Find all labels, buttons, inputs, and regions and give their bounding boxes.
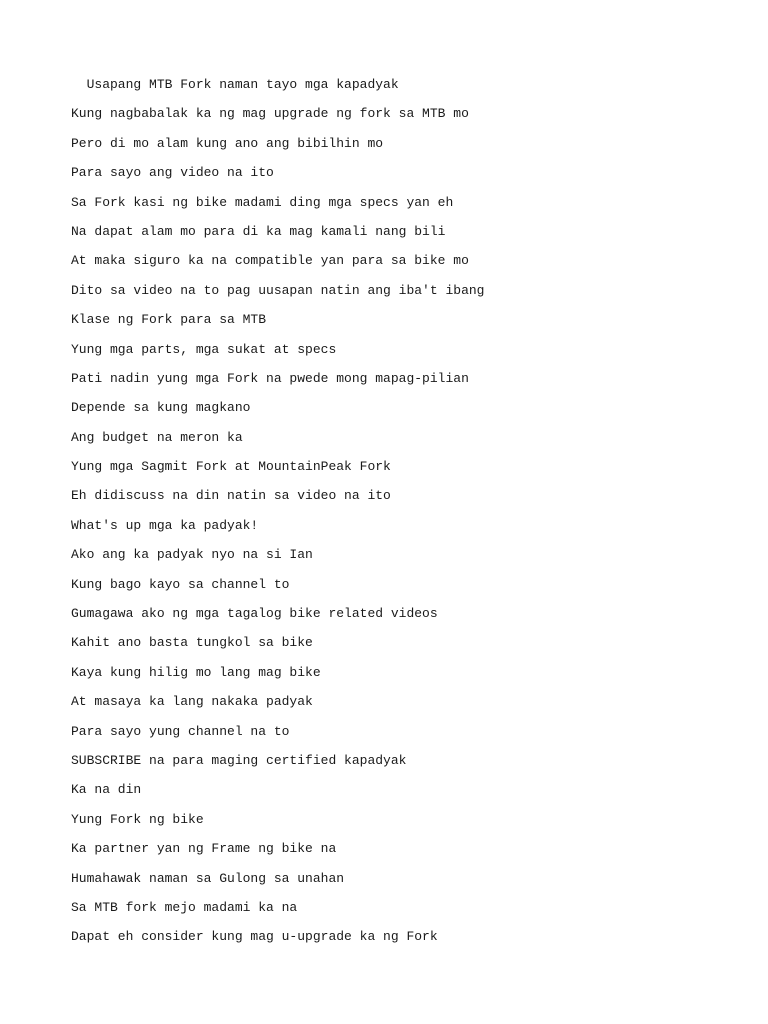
text-line: Para sayo yung channel na to [71,723,290,739]
text-line: Na dapat alam mo para di ka mag kamali nang bili [71,223,446,239]
text-line: Yung mga Sagmit Fork at MountainPeak Fork [71,459,391,475]
text-line: What's up mga ka padyak! [71,517,259,533]
text-line: At masaya ka lang nakaka padyak [71,694,313,710]
transcript-text [71,70,484,952]
text-line: At maka siguro ka na compatible yan para sa bike mo [71,253,469,269]
text-line: Ang budget na meron ka [71,429,243,445]
text-line: Dapat eh consider kung mag u-upgrade ka ng Fork [71,929,438,945]
text-line: Yung Fork ng bike [71,811,204,827]
text-line: Kahit ano basta tungkol sa bike [71,635,313,651]
text-line: Kaya kung hilig mo lang mag bike [71,664,321,680]
text-line: Usapang MTB Fork naman tayo mga kapadyak [71,77,399,92]
text-line: Dito sa video na to pag uusapan natin ang iba't ibang [71,282,485,298]
text-line: Gumagawa ako ng mga tagalog bike related videos [71,606,438,622]
text-line: Yung mga parts, mga sukat at specs [71,341,337,357]
text-line: Eh didiscuss na din natin sa video na ito [71,488,391,504]
text-line: Pero di mo alam kung ano ang bibilhin mo [71,135,384,151]
text-line: Humahawak naman sa Gulong sa unahan [71,870,345,886]
text-line: Pati nadin yung mga Fork na pwede mong mapag-pilian [71,370,469,386]
text-line: Depende sa kung magkano [71,400,251,416]
text-line: Ka partner yan ng Frame ng bike na [71,841,337,857]
text-line: Para sayo ang video na ito [71,165,274,181]
text-line: SUBSCRIBE na para maging certified kapadyak [71,752,407,768]
text-line: Klase ng Fork para sa MTB [71,312,267,328]
text-line: Sa MTB fork mejo madami ka na [71,899,298,915]
text-line: Kung bago kayo sa channel to [71,576,290,592]
text-line: Kung nagbabalak ka ng mag upgrade ng fork sa MTB mo [71,106,469,122]
text-line: Sa Fork kasi ng bike madami ding mga specs yan eh [71,194,454,210]
text-line: Ako ang ka padyak nyo na si Ian [71,547,313,563]
text-line: Ka na din [71,782,142,798]
